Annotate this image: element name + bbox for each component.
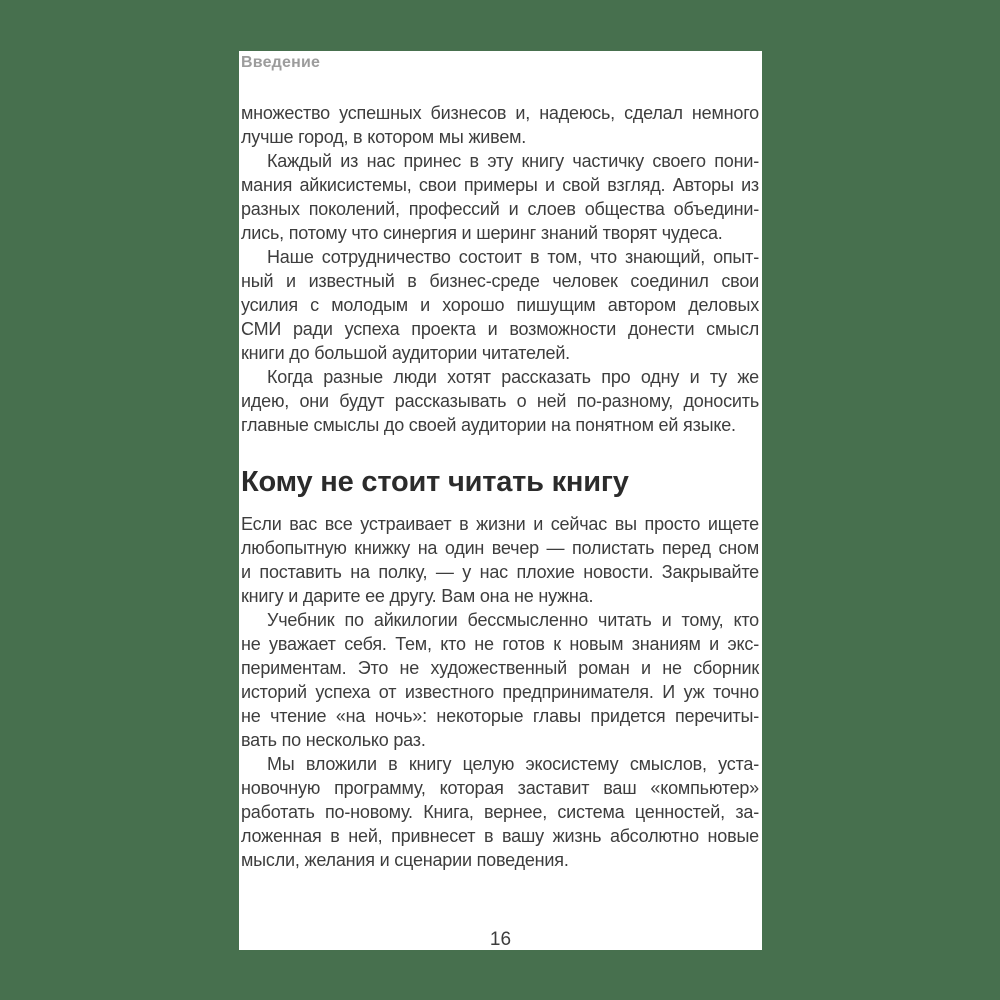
paragraph xyxy=(241,149,759,245)
text-line: Мы вложили в книгу целую экосистему смыслов, уста- xyxy=(267,754,759,774)
text-line: главные смыслы до своей аудитории на понятном ей языке. xyxy=(241,415,736,435)
text-line: любопытную книжку на один вечер — полистать перед сном xyxy=(241,538,759,558)
text-line: мысли, желания и сценарии поведения. xyxy=(241,850,569,870)
text-line: историй успеха от известного предпринимателя. И уж точно xyxy=(241,682,759,702)
text-line: Каждый из нас принес в эту книгу частичку своего пони- xyxy=(267,151,759,171)
text-line: Учебник по айкилогии бессмысленно читать и тому, кто xyxy=(267,610,759,630)
text-line: разных поколений, профессий и слоев общества объедини- xyxy=(241,199,759,219)
paragraph xyxy=(241,365,759,437)
text-line: лись, потому что синергия и шеринг знаний творят чудеса. xyxy=(241,223,723,243)
page-number: 16 xyxy=(489,929,512,950)
text-line: новочную программу, которая заставит ваш «компьютер» xyxy=(241,778,759,798)
text-line: ложенная в ней, привнесет в вашу жизнь абсолютно новые xyxy=(241,826,759,846)
paragraph xyxy=(241,245,759,365)
section-heading: Кому не стоит читать книгу xyxy=(241,466,629,498)
text-line: СМИ ради успеха проекта и возможности донести смысл xyxy=(241,319,759,339)
text-line: лучше город, в котором мы живем. xyxy=(241,127,527,147)
paragraph xyxy=(241,752,759,872)
text-line: усилия с молодым и хорошо пишущим автором деловых xyxy=(241,295,759,315)
text-line: Наше сотрудничество состоит в том, что знающий, опыт- xyxy=(267,247,759,267)
running-header: Введение xyxy=(241,54,321,71)
paragraph xyxy=(241,608,759,752)
text-line: и поставить на полку, — у нас плохие новости. Закрывайте xyxy=(241,562,759,582)
text-line: идею, они будут рассказывать о ней по-разному, доносить xyxy=(241,391,759,411)
text-line: работать по-новому. Книга, вернее, система ценностей, за- xyxy=(241,802,759,822)
text-line: вать по несколько раз. xyxy=(241,730,426,750)
paragraph xyxy=(241,512,759,608)
text-line: книги до большой аудитории читателей. xyxy=(241,343,570,363)
text-line: Если вас все устраивает в жизни и сейчас вы просто ищете xyxy=(241,514,759,534)
text-line: книгу и дарите ее другу. Вам она не нужна. xyxy=(241,586,594,606)
text-line: Когда разные люди хотят рассказать про одну и ту же xyxy=(267,367,759,387)
text-line: множество успешных бизнесов и, надеюсь, сделал немного xyxy=(241,103,759,123)
book-page xyxy=(239,51,762,950)
text-line: периментам. Это не художественный роман и не сборник xyxy=(241,658,759,678)
text-line: ный и известный в бизнес-среде человек соединил свои xyxy=(241,271,759,291)
page-content xyxy=(241,101,759,872)
paragraph xyxy=(241,101,759,149)
text-line: не уважает себя. Тем, кто не готов к новым знаниям и экс- xyxy=(241,634,759,654)
text-line: мания айкисистемы, свои примеры и свой взгляд. Авторы из xyxy=(241,175,759,195)
text-line: не чтение «на ночь»: некоторые главы придется перечиты- xyxy=(241,706,759,726)
